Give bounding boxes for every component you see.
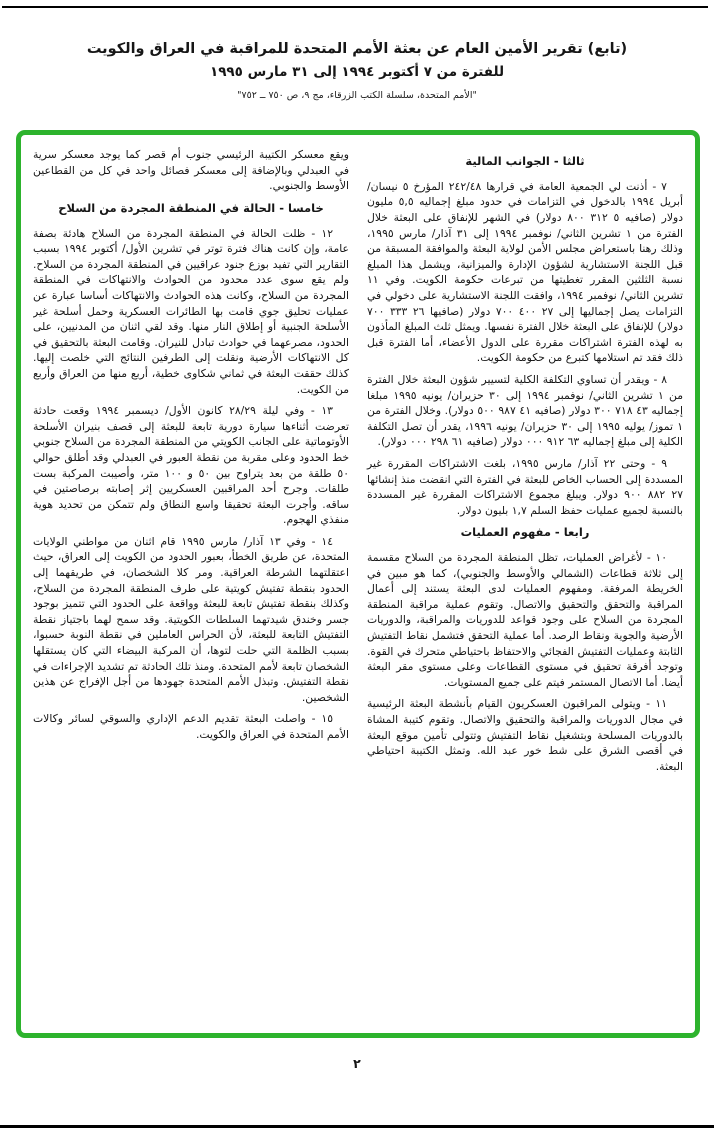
paragraph-8: ٨ - ويقدر أن تساوي التكلفة الكلية لتسيير شؤون البعثة خلال الفترة من ١ تشرين الثاني/ نوفمبر ١٩٩٤ إلى ٣٠ حزيران/ يونيه ١٩٩٥ مبلغا إجماليه ٤٣ ٧١٨ ٣٠٠ دولار (صافيه ٤١ ٩٨٧ ٥٠٠ دولار). وخلال الفترة من ١ تموز/ يوليه ١٩٩٥ إلى ٣٠ حزيران/ يونيه ١٩٩٦، يقدر أن تصل التكلفة الكلية إلى مبلغ إجماليه ٦٣ ٩١٢ ٠٠٠ دولار (صافيه ٦١ ٢٩٨ ٠٠٠ دولار). [367, 372, 683, 449]
two-column-layout [33, 147, 683, 1021]
document-title: (تابع) تقرير الأمين العام عن بعثة الأمم المتحدة للمراقبة في العراق والكويت [86, 41, 628, 57]
section-heading-financial-aspects: ثالثا - الجوانب المالية [465, 154, 585, 168]
column-left [33, 147, 349, 1021]
paragraph-continuation-battalion-camp: ويقع معسكر الكتيبة الرئيسي جنوب أم قصر كما يوجد معسكر سرية في العبدلي وبالإضافة إلى معسكر فصائل واحد في كل من القطاعين الأوسط والجنوبي. [33, 148, 349, 193]
document-subtitle-period: للفترة من ٧ أكتوبر ١٩٩٤ إلى ٣١ مارس ١٩٩٥ [209, 64, 505, 81]
scan-artifact-bottom-line [0, 1125, 714, 1128]
document-source-note: "الأمم المتحدة، سلسلة الكتب الزرقاء، مج ٩، ص ٧٥٠ ــ ٧٥٢" [237, 89, 477, 101]
paragraph-7: ٧ - أذنت لي الجمعية العامة في قرارها ٢٤٢/٤٨ المؤرخ ٥ نيسان/ أبريل ١٩٩٤ بالدخول في التزامات في حدود مبلغ إجماليه ٥,٥ مليون دولار (صافيه ٥ ٣١٢ ٨٠٠ دولار) في الشهر للإنفاق على البعثة خلال الفترة من ١ تشرين الثاني/ نوفمبر ١٩٩٤ إلى ٣١ آذار/ مارس ١٩٩٥، وذلك رهنا باستعراض مجلس الأمن لولاية البعثة والموافقة المسبقة من قبل اللجنة الاستشارية لشؤون الإدارة والميزانية، ويشمل هذا المبلغ نسبة الثلثين المقرر تغطيتها من تبرعات حكومة الكويت. وفي ١١ تشرين الثاني/ نوفمبر ١٩٩٤، وافقت اللجنة الاستشارية على دخولي في التزامات يصل إجماليها إلى ٢٧ ٤٠٠ ٧٠٠ دولار (صافيها ٢٦ ٣٣٣ ٧٠٠ دولار) للإنفاق على البعثة خلال الفترة نفسها. ويمثل ثلث المبلغ المأذون به لهذه الفترة اشتراكات مقررة على الدول الأعضاء، أما الفترة قبل ذلك فقد تم استلامها كتبرع من حكومة الكويت. [367, 179, 683, 365]
paragraph-11: ١١ - ويتولى المراقبون العسكريون القيام بأنشطة البعثة الرئيسية في مجال الدوريات والمراقبة والتحقيق والاتصال. وتقوم كتيبة المشاة بالدوريات المسلحة وبتشغيل نقاط التفتيش وتتولى تأمين موقع البعثة في أقصى الشرق على شط خور عبد الله. وتمثل الكتيبة احتياطي البعثة. [367, 697, 683, 773]
document-header [0, 38, 714, 101]
column-right [367, 147, 683, 1021]
section-heading-concept-of-operations: رابعا - مفهوم العمليات [460, 525, 590, 540]
scan-artifact-top-line [2, 6, 708, 8]
paragraph-13: ١٣ - وفي ليلة ٢٨/٢٩ كانون الأول/ ديسمبر ١٩٩٤ وقعت حادثة تعرضت أثناءها سيارة دورية تابعة للبعثة إلى قصف بنيران الأسلحة الأوتوماتية على الجانب الكويتي من المنطقة المجردة من السلاح جنوبي خط الحدود وعلى مقربة من نقطة العبور في العبدلي وقد أطلق حوالي ٥٠ طلقة من بعد يتراوح بين ٥٠ و ١٠٠ متر، وأصيبت المركبة بست طلقات. وجرح أحد المراقبين العسكريين إثر إصابته برصاصتين في ساقه. وأجرت البعثة تحقيقا واسع النطاق ولم تتمكن من تحديد هوية منفذي الهجوم. [33, 404, 350, 527]
green-bordered-content-box [16, 130, 700, 1038]
paragraph-12: ١٢ - ظلت الحالة في المنطقة المجردة من السلاح هادئة بصفة عامة، وإن كانت هناك فترة توتر في تشرين الأول/ أكتوبر ١٩٩٤ بسبب التقارير التي تفيد بوزع جنود عراقيين في المنطقة المجردة من السلاح. ولم يقع سوى عدد محدود من الحوادث والانتهاكات في المنطقة المجردة من السلاح، وكانت هذه الحوادث والانتهاكات أساسا عبارة عن عمليات تحليق جوي قامت بها الطائرات العسكرية وحمل أسلحة غير الأسلحة الجنبية أو إطلاق النار منها. وقد لقي اثنان من المدنيين، على الحدود، مصرعهما في حوادث تبادل للنيران. وقامت البعثة بالتحقيق في كل الانتهاكات الأرضية ونقلت إلى الطرفين النتائج التي خلصت إليها. كذلك حققت البعثة في ثماني شكاوى خطية، أربع منها من العراق وأربع من الكويت. [33, 226, 349, 396]
paragraph-14: ١٤ - وفي ١٣ آذار/ مارس ١٩٩٥ قام اثنان من مواطني الولايات المتحدة، عن طريق الخطأ، بعبور الحدود من الكويت إلى العراق، حيث اعتقلتهما الشرطة العراقية. ومر كلا الشخصان، في طريقهما إلى الحدود بنقطة تفتيش كويتية على طرف المنطقة المجردة من السلاح، وكذلك بنقطة تفتيش تابعة للبعثة وواقعة على الحدود التي تتميز بوجود جسر وخندق شيدتهما السلطات الكويتية. وقد سمح لهما باجتياز نقطة التفتيش التابعة للبعثة، لأن الحراس العاملين في نقطة النوبة حسبوا، بسبب الظلمة التي حلت لتوها، أن المركبة البيضاء التي كان يستقلها الشخصان تابعة لأمم المتحدة. ومنذ تلك الحادثة تم تشديد الإجراءات في نقطة التفتيش. وتبذل الأمم المتحدة جهودها من أجل الإفراج عن هذين الشخصين. [33, 534, 349, 704]
paragraph-15: ١٥ - واصلت البعثة تقديم الدعم الإداري والسوقي لسائر وكالات الأمم المتحدة في العراق والكويت. [33, 712, 349, 741]
paragraph-10: ١٠ - لأغراض العمليات، تظل المنطقة المجردة من السلاح مقسمة إلى ثلاثة قطاعات (الشمالي والأوسط والجنوبي)، كما هو مبين في الخريطة المرفقة. ومفهوم العمليات لدى البعثة يستند إلى أعمال المراقبة والتحقق والتحقيق والاتصال. وتقوم عملية مراقبة المنطقة المجردة من السلاح على وجود قواعد للدوريات والمراقبة، والدوريات الأرضية والجوية ونقاط الرصد. أما عملية التحقق فتشمل نقاط التفتيش الثابتة وعمليات التفتيش الفجائي والاحتفاظ باحتياطي متحرك في القوة. وتوجد أفرقة تحقيق في مستوى القطاعات وعلى مستوى مقر البعثة أيضا. أما الاتصال المستمر فيتم على جميع المستويات. [367, 551, 683, 689]
section-heading-situation-in-dmz: خامسا - الحالة في المنطقة المجردة من السلاح [58, 200, 324, 215]
page-number: ٢ [353, 1056, 361, 1071]
paragraph-9: ٩ - وحتى ٢٢ آذار/ مارس ١٩٩٥، بلغت الاشتراكات المقررة غير المسددة إلى الحساب الخاص للبعثة في الفترة التي انقضت منذ إنشائها ٢٧ ٨٨٢ ٩٠٠ دولار. ويبلغ مجموع الاشتراكات المقررة غير المسددة بالنسبة لجميع عمليات حفظ السلم ١,٧ بليون دولار. [367, 456, 683, 517]
